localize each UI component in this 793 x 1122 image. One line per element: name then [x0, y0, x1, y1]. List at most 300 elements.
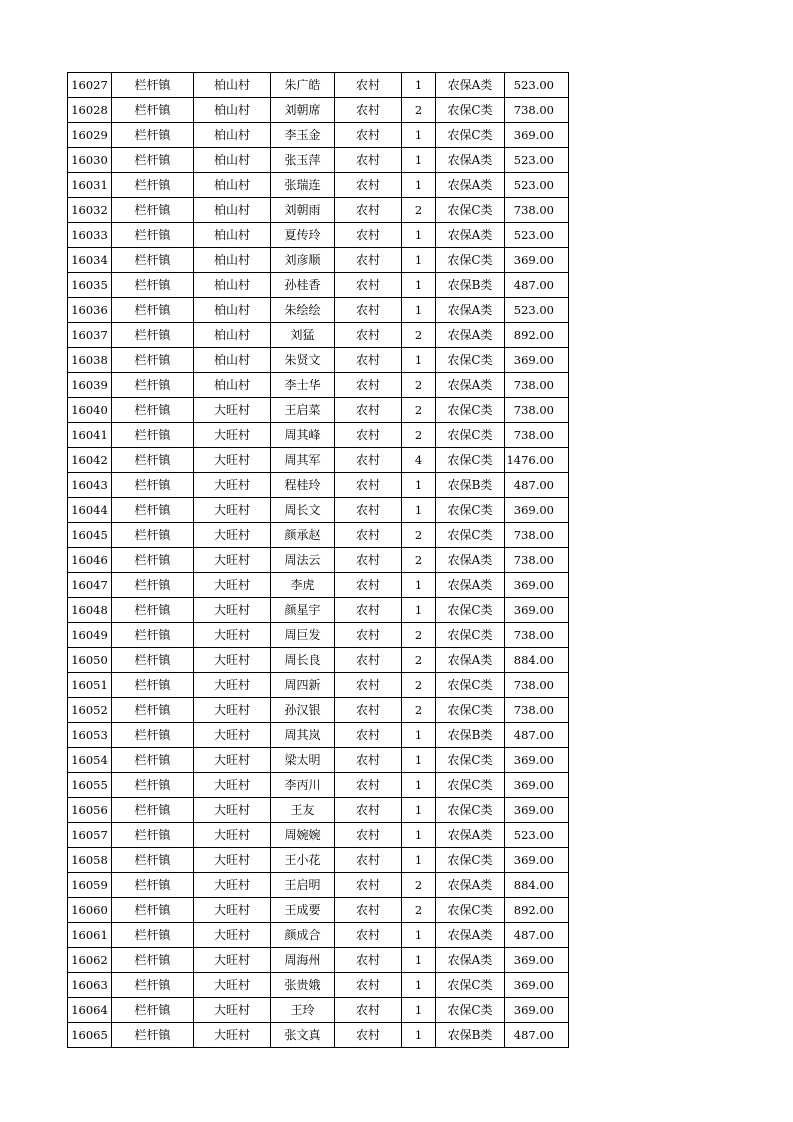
- town-cell: 栏杆镇: [112, 998, 194, 1023]
- table-row: [68, 773, 569, 798]
- id-cell: 16062: [68, 948, 112, 973]
- id-cell: 16056: [68, 798, 112, 823]
- amount-cell: 738.00: [505, 673, 569, 698]
- amount-cell: 738.00: [505, 398, 569, 423]
- type-cell: 农村: [335, 623, 402, 648]
- count-cell: 1: [402, 73, 436, 98]
- id-cell: 16038: [68, 348, 112, 373]
- amount-cell: 369.00: [505, 573, 569, 598]
- id-cell: 16050: [68, 648, 112, 673]
- amount-cell: 369.00: [505, 998, 569, 1023]
- town-cell: 栏杆镇: [112, 298, 194, 323]
- name-cell: 王成要: [271, 898, 335, 923]
- category-cell: 农保C类: [436, 98, 505, 123]
- category-cell: 农保C类: [436, 623, 505, 648]
- town-cell: 栏杆镇: [112, 648, 194, 673]
- town-cell: 栏杆镇: [112, 823, 194, 848]
- village-cell: 大旺村: [194, 898, 271, 923]
- name-cell: 张瑞连: [271, 173, 335, 198]
- id-cell: 16033: [68, 223, 112, 248]
- amount-cell: 738.00: [505, 623, 569, 648]
- type-cell: 农村: [335, 998, 402, 1023]
- village-cell: 柏山村: [194, 173, 271, 198]
- town-cell: 栏杆镇: [112, 448, 194, 473]
- category-cell: 农保A类: [436, 323, 505, 348]
- category-cell: 农保A类: [436, 73, 505, 98]
- category-cell: 农保C类: [436, 348, 505, 373]
- table-row: [68, 148, 569, 173]
- table-row: [68, 498, 569, 523]
- village-cell: 柏山村: [194, 373, 271, 398]
- village-cell: 大旺村: [194, 798, 271, 823]
- name-cell: 周法云: [271, 548, 335, 573]
- id-cell: 16049: [68, 623, 112, 648]
- type-cell: 农村: [335, 473, 402, 498]
- amount-cell: 884.00: [505, 873, 569, 898]
- table-row: [68, 1023, 569, 1048]
- village-cell: 柏山村: [194, 98, 271, 123]
- town-cell: 栏杆镇: [112, 248, 194, 273]
- town-cell: 栏杆镇: [112, 698, 194, 723]
- table-row: [68, 673, 569, 698]
- type-cell: 农村: [335, 198, 402, 223]
- table-row: [68, 823, 569, 848]
- name-cell: 张文真: [271, 1023, 335, 1048]
- type-cell: 农村: [335, 848, 402, 873]
- amount-cell: 523.00: [505, 298, 569, 323]
- type-cell: 农村: [335, 448, 402, 473]
- count-cell: 1: [402, 348, 436, 373]
- category-cell: 农保A类: [436, 573, 505, 598]
- town-cell: 栏杆镇: [112, 898, 194, 923]
- amount-cell: 369.00: [505, 123, 569, 148]
- amount-cell: 487.00: [505, 1023, 569, 1048]
- category-cell: 农保A类: [436, 873, 505, 898]
- type-cell: 农村: [335, 698, 402, 723]
- table-row: [68, 698, 569, 723]
- amount-cell: 487.00: [505, 273, 569, 298]
- village-cell: 大旺村: [194, 573, 271, 598]
- id-cell: 16057: [68, 823, 112, 848]
- count-cell: 2: [402, 898, 436, 923]
- table-row: [68, 323, 569, 348]
- count-cell: 1: [402, 123, 436, 148]
- id-cell: 16061: [68, 923, 112, 948]
- id-cell: 16044: [68, 498, 112, 523]
- category-cell: 农保C类: [436, 523, 505, 548]
- id-cell: 16030: [68, 148, 112, 173]
- count-cell: 1: [402, 823, 436, 848]
- village-cell: 大旺村: [194, 1023, 271, 1048]
- category-cell: 农保C类: [436, 798, 505, 823]
- count-cell: 2: [402, 698, 436, 723]
- type-cell: 农村: [335, 73, 402, 98]
- category-cell: 农保B类: [436, 1023, 505, 1048]
- amount-cell: 738.00: [505, 523, 569, 548]
- amount-cell: 884.00: [505, 648, 569, 673]
- id-cell: 16035: [68, 273, 112, 298]
- name-cell: 李虎: [271, 573, 335, 598]
- name-cell: 李丙川: [271, 773, 335, 798]
- category-cell: 农保C类: [436, 248, 505, 273]
- type-cell: 农村: [335, 423, 402, 448]
- town-cell: 栏杆镇: [112, 273, 194, 298]
- category-cell: 农保A类: [436, 223, 505, 248]
- category-cell: 农保A类: [436, 373, 505, 398]
- id-cell: 16060: [68, 898, 112, 923]
- village-cell: 大旺村: [194, 998, 271, 1023]
- amount-cell: 738.00: [505, 198, 569, 223]
- town-cell: 栏杆镇: [112, 923, 194, 948]
- type-cell: 农村: [335, 798, 402, 823]
- category-cell: 农保B类: [436, 273, 505, 298]
- category-cell: 农保C类: [436, 198, 505, 223]
- count-cell: 1: [402, 473, 436, 498]
- amount-cell: 487.00: [505, 723, 569, 748]
- type-cell: 农村: [335, 248, 402, 273]
- town-cell: 栏杆镇: [112, 598, 194, 623]
- village-cell: 柏山村: [194, 273, 271, 298]
- village-cell: 大旺村: [194, 498, 271, 523]
- village-cell: 大旺村: [194, 698, 271, 723]
- id-cell: 16028: [68, 98, 112, 123]
- name-cell: 周长文: [271, 498, 335, 523]
- name-cell: 张玉萍: [271, 148, 335, 173]
- town-cell: 栏杆镇: [112, 223, 194, 248]
- id-cell: 16034: [68, 248, 112, 273]
- count-cell: 1: [402, 298, 436, 323]
- table-row: [68, 198, 569, 223]
- town-cell: 栏杆镇: [112, 623, 194, 648]
- table-row: [68, 798, 569, 823]
- count-cell: 2: [402, 623, 436, 648]
- name-cell: 王启明: [271, 873, 335, 898]
- amount-cell: 523.00: [505, 73, 569, 98]
- type-cell: 农村: [335, 273, 402, 298]
- name-cell: 张贵娥: [271, 973, 335, 998]
- name-cell: 刘猛: [271, 323, 335, 348]
- village-cell: 大旺村: [194, 773, 271, 798]
- id-cell: 16037: [68, 323, 112, 348]
- table-row: [68, 223, 569, 248]
- category-cell: 农保C类: [436, 748, 505, 773]
- amount-cell: 369.00: [505, 598, 569, 623]
- town-cell: 栏杆镇: [112, 948, 194, 973]
- town-cell: 栏杆镇: [112, 1023, 194, 1048]
- type-cell: 农村: [335, 348, 402, 373]
- table-row: [68, 848, 569, 873]
- village-cell: 柏山村: [194, 223, 271, 248]
- type-cell: 农村: [335, 498, 402, 523]
- amount-cell: 523.00: [505, 823, 569, 848]
- name-cell: 周长良: [271, 648, 335, 673]
- type-cell: 农村: [335, 323, 402, 348]
- village-cell: 柏山村: [194, 123, 271, 148]
- town-cell: 栏杆镇: [112, 123, 194, 148]
- amount-cell: 892.00: [505, 898, 569, 923]
- town-cell: 栏杆镇: [112, 73, 194, 98]
- town-cell: 栏杆镇: [112, 98, 194, 123]
- category-cell: 农保A类: [436, 298, 505, 323]
- village-cell: 大旺村: [194, 648, 271, 673]
- name-cell: 朱贤文: [271, 348, 335, 373]
- category-cell: 农保A类: [436, 148, 505, 173]
- table-row: [68, 398, 569, 423]
- data-sheet: [67, 72, 569, 1048]
- name-cell: 周其峰: [271, 423, 335, 448]
- category-cell: 农保C类: [436, 898, 505, 923]
- name-cell: 颜承赵: [271, 523, 335, 548]
- name-cell: 梁太明: [271, 748, 335, 773]
- table-row: [68, 948, 569, 973]
- type-cell: 农村: [335, 223, 402, 248]
- name-cell: 朱广皓: [271, 73, 335, 98]
- category-cell: 农保C类: [436, 398, 505, 423]
- amount-cell: 892.00: [505, 323, 569, 348]
- count-cell: 2: [402, 648, 436, 673]
- table-row: [68, 748, 569, 773]
- category-cell: 农保C类: [436, 498, 505, 523]
- name-cell: 周巨发: [271, 623, 335, 648]
- count-cell: 1: [402, 173, 436, 198]
- type-cell: 农村: [335, 898, 402, 923]
- village-cell: 大旺村: [194, 423, 271, 448]
- count-cell: 1: [402, 273, 436, 298]
- table-row: [68, 548, 569, 573]
- name-cell: 王启菜: [271, 398, 335, 423]
- name-cell: 刘朝席: [271, 98, 335, 123]
- amount-cell: 369.00: [505, 748, 569, 773]
- count-cell: 1: [402, 1023, 436, 1048]
- town-cell: 栏杆镇: [112, 748, 194, 773]
- village-cell: 大旺村: [194, 623, 271, 648]
- type-cell: 农村: [335, 548, 402, 573]
- id-cell: 16029: [68, 123, 112, 148]
- count-cell: 2: [402, 398, 436, 423]
- count-cell: 1: [402, 573, 436, 598]
- town-cell: 栏杆镇: [112, 498, 194, 523]
- count-cell: 1: [402, 598, 436, 623]
- table-row: [68, 898, 569, 923]
- table-row: [68, 248, 569, 273]
- id-cell: 16041: [68, 423, 112, 448]
- town-cell: 栏杆镇: [112, 973, 194, 998]
- category-cell: 农保B类: [436, 723, 505, 748]
- id-cell: 16042: [68, 448, 112, 473]
- amount-cell: 523.00: [505, 148, 569, 173]
- table-row: [68, 123, 569, 148]
- name-cell: 颜成合: [271, 923, 335, 948]
- count-cell: 2: [402, 523, 436, 548]
- village-cell: 大旺村: [194, 398, 271, 423]
- town-cell: 栏杆镇: [112, 323, 194, 348]
- id-cell: 16051: [68, 673, 112, 698]
- category-cell: 农保C类: [436, 123, 505, 148]
- table-row: [68, 273, 569, 298]
- name-cell: 李玉金: [271, 123, 335, 148]
- town-cell: 栏杆镇: [112, 423, 194, 448]
- table-body: [68, 73, 569, 1048]
- table-row: [68, 73, 569, 98]
- id-cell: 16046: [68, 548, 112, 573]
- amount-cell: 738.00: [505, 548, 569, 573]
- type-cell: 农村: [335, 398, 402, 423]
- village-cell: 柏山村: [194, 298, 271, 323]
- amount-cell: 523.00: [505, 173, 569, 198]
- type-cell: 农村: [335, 598, 402, 623]
- town-cell: 栏杆镇: [112, 673, 194, 698]
- town-cell: 栏杆镇: [112, 848, 194, 873]
- village-cell: 大旺村: [194, 473, 271, 498]
- type-cell: 农村: [335, 773, 402, 798]
- category-cell: 农保C类: [436, 973, 505, 998]
- type-cell: 农村: [335, 823, 402, 848]
- town-cell: 栏杆镇: [112, 798, 194, 823]
- amount-cell: 523.00: [505, 223, 569, 248]
- count-cell: 1: [402, 798, 436, 823]
- table-row: [68, 998, 569, 1023]
- id-cell: 16031: [68, 173, 112, 198]
- amount-cell: 1476.00: [505, 448, 569, 473]
- table-row: [68, 298, 569, 323]
- count-cell: 2: [402, 373, 436, 398]
- table-row: [68, 473, 569, 498]
- village-cell: 大旺村: [194, 923, 271, 948]
- amount-cell: 369.00: [505, 973, 569, 998]
- village-cell: 大旺村: [194, 523, 271, 548]
- table-row: [68, 448, 569, 473]
- village-cell: 大旺村: [194, 448, 271, 473]
- amount-cell: 487.00: [505, 473, 569, 498]
- id-cell: 16045: [68, 523, 112, 548]
- village-cell: 大旺村: [194, 548, 271, 573]
- table-row: [68, 173, 569, 198]
- count-cell: 1: [402, 998, 436, 1023]
- type-cell: 农村: [335, 748, 402, 773]
- count-cell: 1: [402, 973, 436, 998]
- village-cell: 大旺村: [194, 948, 271, 973]
- table-row: [68, 373, 569, 398]
- id-cell: 16064: [68, 998, 112, 1023]
- village-cell: 大旺村: [194, 673, 271, 698]
- id-cell: 16048: [68, 598, 112, 623]
- type-cell: 农村: [335, 573, 402, 598]
- category-cell: 农保C类: [436, 998, 505, 1023]
- id-cell: 16040: [68, 398, 112, 423]
- town-cell: 栏杆镇: [112, 873, 194, 898]
- table-row: [68, 98, 569, 123]
- village-cell: 柏山村: [194, 148, 271, 173]
- id-cell: 16032: [68, 198, 112, 223]
- id-cell: 16065: [68, 1023, 112, 1048]
- type-cell: 农村: [335, 523, 402, 548]
- type-cell: 农村: [335, 723, 402, 748]
- count-cell: 1: [402, 773, 436, 798]
- records-table: [67, 72, 569, 1048]
- count-cell: 2: [402, 198, 436, 223]
- count-cell: 2: [402, 673, 436, 698]
- town-cell: 栏杆镇: [112, 523, 194, 548]
- count-cell: 2: [402, 423, 436, 448]
- count-cell: 4: [402, 448, 436, 473]
- name-cell: 刘彦顺: [271, 248, 335, 273]
- count-cell: 1: [402, 923, 436, 948]
- category-cell: 农保C类: [436, 598, 505, 623]
- type-cell: 农村: [335, 373, 402, 398]
- name-cell: 颜星宇: [271, 598, 335, 623]
- count-cell: 2: [402, 548, 436, 573]
- village-cell: 大旺村: [194, 823, 271, 848]
- town-cell: 栏杆镇: [112, 473, 194, 498]
- town-cell: 栏杆镇: [112, 398, 194, 423]
- id-cell: 16039: [68, 373, 112, 398]
- town-cell: 栏杆镇: [112, 373, 194, 398]
- name-cell: 朱绘绘: [271, 298, 335, 323]
- category-cell: 农保A类: [436, 173, 505, 198]
- name-cell: 周其军: [271, 448, 335, 473]
- category-cell: 农保A类: [436, 548, 505, 573]
- village-cell: 柏山村: [194, 323, 271, 348]
- table-row: [68, 923, 569, 948]
- name-cell: 王友: [271, 798, 335, 823]
- type-cell: 农村: [335, 148, 402, 173]
- id-cell: 16054: [68, 748, 112, 773]
- town-cell: 栏杆镇: [112, 723, 194, 748]
- village-cell: 大旺村: [194, 973, 271, 998]
- count-cell: 1: [402, 223, 436, 248]
- amount-cell: 369.00: [505, 248, 569, 273]
- type-cell: 农村: [335, 98, 402, 123]
- id-cell: 16058: [68, 848, 112, 873]
- name-cell: 刘朝雨: [271, 198, 335, 223]
- count-cell: 1: [402, 498, 436, 523]
- type-cell: 农村: [335, 973, 402, 998]
- count-cell: 1: [402, 248, 436, 273]
- type-cell: 农村: [335, 123, 402, 148]
- type-cell: 农村: [335, 673, 402, 698]
- count-cell: 1: [402, 723, 436, 748]
- id-cell: 16036: [68, 298, 112, 323]
- town-cell: 栏杆镇: [112, 348, 194, 373]
- amount-cell: 369.00: [505, 798, 569, 823]
- village-cell: 柏山村: [194, 73, 271, 98]
- category-cell: 农保C类: [436, 673, 505, 698]
- id-cell: 16027: [68, 73, 112, 98]
- table-row: [68, 523, 569, 548]
- count-cell: 2: [402, 873, 436, 898]
- name-cell: 孙桂香: [271, 273, 335, 298]
- category-cell: 农保B类: [436, 473, 505, 498]
- id-cell: 16059: [68, 873, 112, 898]
- type-cell: 农村: [335, 1023, 402, 1048]
- amount-cell: 738.00: [505, 698, 569, 723]
- town-cell: 栏杆镇: [112, 573, 194, 598]
- category-cell: 农保C类: [436, 423, 505, 448]
- town-cell: 栏杆镇: [112, 148, 194, 173]
- id-cell: 16043: [68, 473, 112, 498]
- type-cell: 农村: [335, 923, 402, 948]
- village-cell: 柏山村: [194, 348, 271, 373]
- amount-cell: 369.00: [505, 348, 569, 373]
- table-row: [68, 598, 569, 623]
- table-row: [68, 623, 569, 648]
- amount-cell: 369.00: [505, 498, 569, 523]
- amount-cell: 738.00: [505, 98, 569, 123]
- amount-cell: 487.00: [505, 923, 569, 948]
- town-cell: 栏杆镇: [112, 773, 194, 798]
- village-cell: 柏山村: [194, 198, 271, 223]
- table-row: [68, 723, 569, 748]
